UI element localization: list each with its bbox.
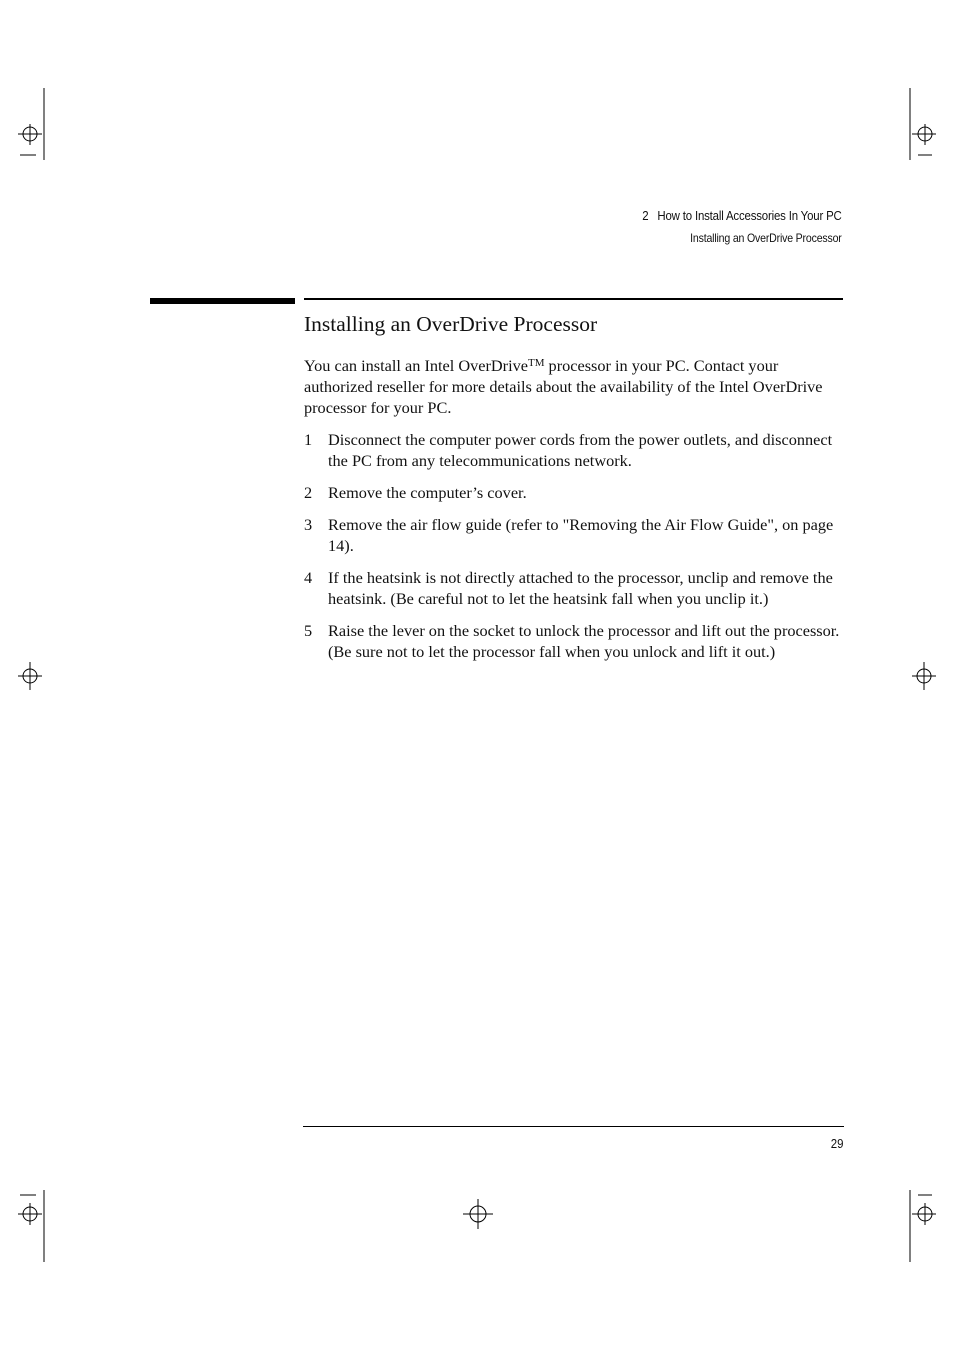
step-number: 2 <box>304 483 313 502</box>
step-number: 4 <box>304 568 313 587</box>
steps-list <box>304 429 844 662</box>
list-item <box>304 514 844 556</box>
list-item <box>304 567 844 609</box>
section-rule-thin <box>304 298 843 300</box>
intro-text-after: processor in your PC. Contact your authorized reseller for more details about the availability of the Intel OverDrive processor for your PC. <box>304 356 823 417</box>
crop-mark-top-left <box>14 88 54 160</box>
step-text: Raise the lever on the socket to unlock the processor and lift out the processor. (Be sure not to let the processor fall when you unlock and lift it out.) <box>328 621 840 661</box>
crop-mark-bottom-left <box>14 1190 54 1262</box>
registration-mark-bottom-center <box>462 1198 494 1230</box>
main-content <box>304 310 844 673</box>
running-head <box>615 206 842 250</box>
running-head-section: Installing an OverDrive Processor <box>690 231 842 245</box>
step-text: Remove the computer’s cover. <box>328 483 527 502</box>
registration-mark-left <box>16 660 44 692</box>
step-text: Disconnect the computer power cords from the power outlets, and disconnect the PC from any telecommunications network. <box>328 430 833 470</box>
step-number: 5 <box>304 621 313 640</box>
page-number: 29 <box>830 1136 843 1151</box>
step-number: 1 <box>304 430 313 449</box>
intro-text-before: You can install an Intel OverDrive <box>304 356 528 375</box>
step-number: 3 <box>304 515 313 534</box>
footer-rule <box>303 1126 844 1127</box>
section-title: Installing an OverDrive Processor <box>304 312 598 336</box>
intro-paragraph <box>304 355 844 418</box>
crop-mark-top-right <box>900 88 940 160</box>
trademark-symbol: TM <box>527 357 545 369</box>
crop-mark-bottom-right <box>900 1190 940 1262</box>
running-head-chapter: 2 How to Install Accessories In Your PC <box>642 208 842 223</box>
step-text: Remove the air flow guide (refer to "Removing the Air Flow Guide", on page 14). <box>328 515 834 555</box>
section-rule-thick <box>150 298 295 304</box>
list-item <box>304 482 844 503</box>
list-item <box>304 620 844 662</box>
list-item <box>304 429 844 471</box>
step-text: If the heatsink is not directly attached to the processor, unclip and remove the heatsink. (Be careful not to let the heatsink fall when you unclip it.) <box>328 568 833 608</box>
registration-mark-right <box>910 660 938 692</box>
